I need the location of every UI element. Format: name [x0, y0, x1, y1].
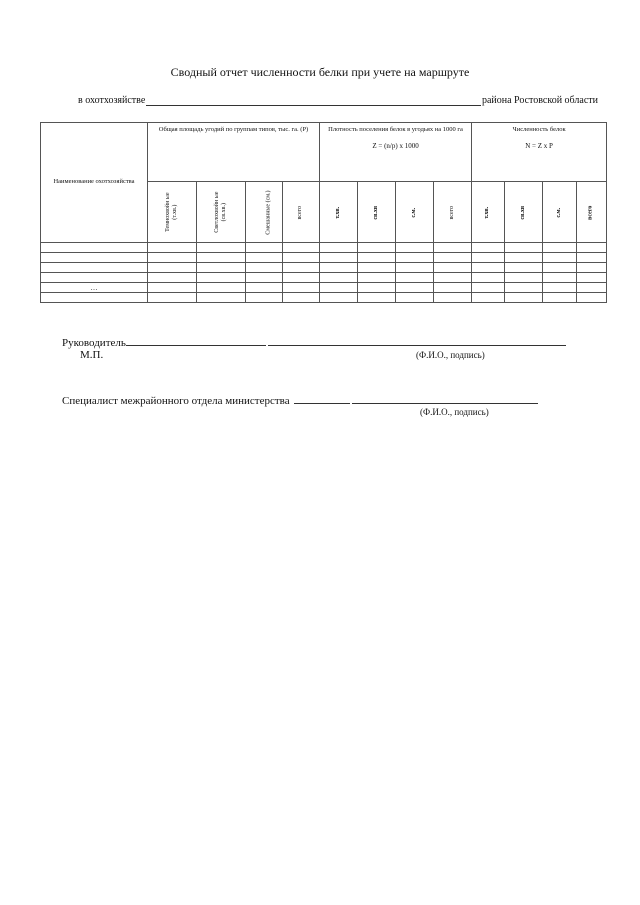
table-row [41, 243, 607, 253]
head-label: Руководитель [62, 337, 126, 349]
farm-name-blank[interactable] [146, 96, 481, 106]
specialist-signature-line [62, 394, 538, 407]
column-header-density-mixed: с.м. [396, 182, 434, 243]
table-row [41, 263, 607, 273]
fio-note: (Ф.И.О., подпись) [416, 350, 485, 360]
count-formula: N = Z x P [525, 142, 553, 151]
group-count-label: Численность белок [512, 126, 566, 133]
document-title: Сводный отчет численности белки при учете на маршруте [170, 65, 470, 79]
column-header-area-dark-conifer: Темнохвойн ые (т.хв.) [148, 182, 197, 243]
group-header-area [148, 123, 320, 182]
density-formula: Z = (n/p) x 1000 [372, 142, 419, 151]
farm-suffix: района Ростовской области [481, 95, 598, 106]
group-header-density [320, 123, 472, 182]
group-density-label: Плотность поселения белок в угодьях на 1000 га [328, 126, 463, 133]
ellipsis-cell: … [41, 283, 148, 293]
column-header-area-total: всего [283, 182, 320, 243]
hunting-farm-line [78, 95, 598, 106]
column-header-density-light-conifer: св.хв [358, 182, 396, 243]
head-signature-blank[interactable] [268, 336, 566, 346]
column-header-area-mixed: Смешанные (см.) [246, 182, 283, 243]
head-name-blank[interactable] [126, 336, 266, 346]
fio-note-2: (Ф.И.О., подпись) [420, 407, 489, 417]
table-row [41, 273, 607, 283]
column-header-farm-name: Наименование охотхозяйства [41, 123, 148, 243]
squirrel-count-table [40, 122, 607, 303]
head-signature-line [62, 336, 566, 349]
specialist-signature-blank[interactable] [352, 394, 538, 404]
specialist-name-blank[interactable] [294, 394, 350, 404]
column-header-count-total: всего [577, 182, 607, 243]
group-header-count [472, 123, 607, 182]
column-header-area-light-conifer: Светлохвойн ые (св.хв.) [197, 182, 246, 243]
table-row [41, 253, 607, 263]
column-header-count-light-conifer: св.хв [505, 182, 543, 243]
table-row [41, 283, 607, 293]
column-header-density-total: всего [434, 182, 472, 243]
column-header-density-dark-conifer: т.хв. [320, 182, 358, 243]
stamp-label: М.П. [80, 349, 104, 361]
column-header-count-dark-conifer: т.хв. [472, 182, 505, 243]
table-row [41, 293, 607, 303]
specialist-label: Специалист межрайонного отдела министерства [62, 395, 290, 407]
group-area-label: Общая площадь угодий по группам типов, тыс. га. (Р) [158, 126, 309, 133]
farm-prefix: в охотхозяйстве [78, 95, 146, 106]
column-header-count-mixed: с.м. [543, 182, 577, 243]
